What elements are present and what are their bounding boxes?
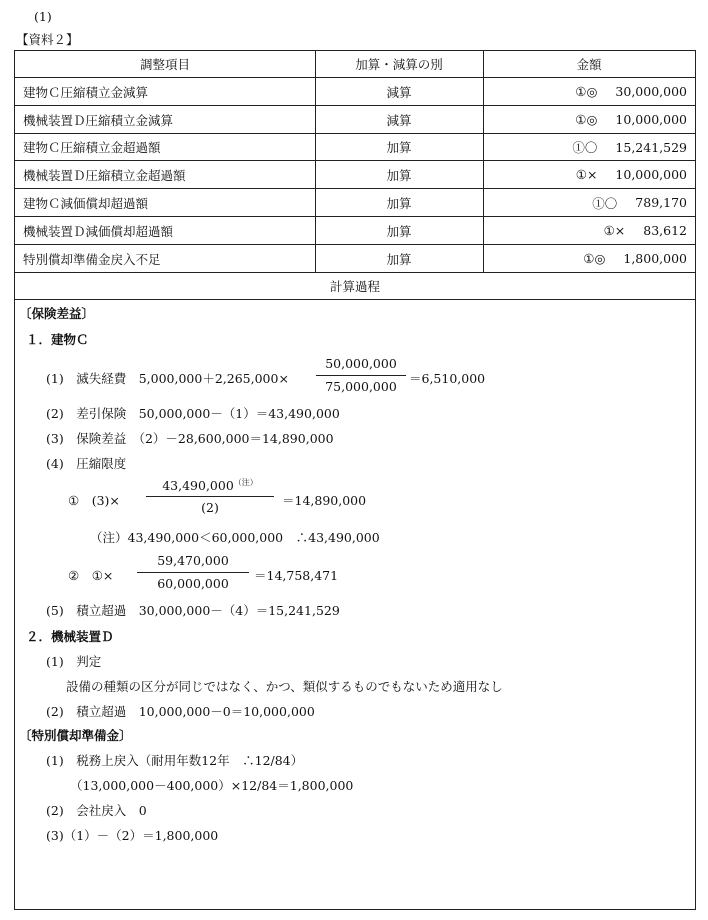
grade-mark: ①× bbox=[603, 223, 626, 238]
grade-mark: ①〇 bbox=[592, 195, 618, 211]
row-item: 建物Ｃ圧縮積立金減算 bbox=[23, 84, 149, 100]
row-amount bbox=[583, 245, 687, 272]
fraction-numerator: 59,470,000 bbox=[157, 553, 229, 568]
row-amount bbox=[575, 106, 687, 133]
subsection-machine-d: ２．機械装置Ｄ bbox=[26, 629, 114, 644]
header-amount: 金額 bbox=[576, 57, 602, 72]
table-row bbox=[15, 161, 695, 189]
row-item: 機械装置Ｄ減価償却超過額 bbox=[23, 223, 174, 239]
table-header-row bbox=[15, 51, 695, 78]
fraction-3 bbox=[137, 553, 249, 591]
part-number: (1) bbox=[34, 9, 52, 24]
fraction-numerator bbox=[146, 477, 274, 496]
row-amount bbox=[572, 134, 687, 160]
numerator-value: 43,490,000 bbox=[162, 478, 234, 494]
header-type: 加算・減算の別 bbox=[355, 57, 443, 72]
amount-value: 15,241,529 bbox=[615, 139, 687, 155]
table-row bbox=[15, 217, 695, 245]
fraction-denominator: 75,000,000 bbox=[316, 375, 406, 394]
reserve-line-1b: （13,000,000－400,000）×12/84＝1,800,000 bbox=[70, 778, 354, 793]
table-row bbox=[15, 78, 695, 106]
section-insurance-gain: 〔保険差益〕 bbox=[19, 306, 95, 321]
grade-mark: ①◎ bbox=[575, 112, 598, 127]
row-amount bbox=[575, 78, 687, 105]
grade-mark: ①〇 bbox=[572, 140, 598, 155]
amount-value: 789,170 bbox=[635, 195, 687, 210]
row-amount bbox=[576, 161, 687, 188]
note-mark: （注） bbox=[233, 478, 258, 487]
amount-value: 83,612 bbox=[643, 223, 687, 238]
row-item: 特別償却準備金戻入不足 bbox=[23, 251, 161, 267]
row-amount bbox=[592, 189, 687, 216]
table-row bbox=[15, 134, 695, 161]
row-item: 機械装置Ｄ圧縮積立金超過額 bbox=[23, 167, 186, 183]
calc-header: 計算過程 bbox=[329, 279, 380, 294]
calc-line-3: (3) 保険差益 （2）－28,600,000＝14,890,000 bbox=[46, 431, 334, 446]
calc-line-1: (1) 滅失経費 5,000,000＋2,265,000× bbox=[46, 371, 289, 386]
table-row bbox=[15, 106, 695, 134]
row-item: 機械装置Ｄ圧縮積立金減算 bbox=[23, 112, 174, 128]
machine-line-2: (2) 積立超過 10,000,000－0＝10,000,000 bbox=[46, 704, 315, 719]
amount-value: 10,000,000 bbox=[615, 167, 687, 182]
column-divider bbox=[483, 51, 484, 273]
fraction-denominator: (2) bbox=[146, 496, 274, 515]
calc-line-1-result: ＝6,510,000 bbox=[409, 371, 486, 386]
calc-line-4: (4) 圧縮限度 bbox=[46, 456, 127, 471]
table-row bbox=[15, 245, 695, 273]
amount-value: 30,000,000 bbox=[615, 84, 687, 99]
row-item: 建物Ｃ減価償却超過額 bbox=[23, 195, 149, 211]
calc-header-row bbox=[15, 273, 695, 300]
grade-mark: ①◎ bbox=[575, 84, 598, 99]
calc-line-4b-result: ＝14,758,471 bbox=[254, 568, 339, 583]
calc-line-4b: ② ①× bbox=[68, 568, 114, 583]
row-type: 加算 bbox=[386, 195, 412, 211]
machine-line-1: (1) 判定 bbox=[46, 654, 102, 669]
reserve-line-3: (3)（1）－（2）＝1,800,000 bbox=[46, 828, 219, 843]
fraction-1 bbox=[316, 356, 406, 394]
reserve-line-2: (2) 会社戻入 0 bbox=[46, 803, 147, 818]
section-special-depreciation: 〔特別償却準備金〕 bbox=[19, 728, 132, 743]
table-row bbox=[15, 189, 695, 217]
fraction-2 bbox=[146, 477, 274, 515]
fraction-numerator: 50,000,000 bbox=[325, 356, 397, 371]
row-type: 加算 bbox=[386, 223, 412, 239]
reserve-line-1: (1) 税務上戻入（耐用年数12年 ∴12/84） bbox=[46, 753, 304, 768]
column-divider bbox=[315, 51, 316, 273]
row-type: 減算 bbox=[386, 112, 412, 128]
calc-line-4a-result: ＝14,890,000 bbox=[282, 493, 367, 508]
header-item: 調整項目 bbox=[139, 57, 190, 72]
row-type: 減算 bbox=[386, 84, 412, 100]
calc-line-2: (2) 差引保険 50,000,000－（1）＝43,490,000 bbox=[46, 406, 340, 421]
calc-line-4a: ① (3)× bbox=[68, 493, 120, 508]
machine-judgement-text: 設備の種類の区分が同じではなく、かつ、類似するものでもないため適用なし bbox=[66, 679, 503, 694]
row-amount bbox=[604, 217, 687, 244]
row-item: 建物Ｃ圧縮積立金超過額 bbox=[23, 140, 161, 155]
grade-mark: ①× bbox=[575, 167, 598, 182]
material-label: 【資料２】 bbox=[16, 32, 79, 47]
calc-line-5: (5) 積立超過 30,000,000－（4）＝15,241,529 bbox=[46, 603, 340, 618]
grade-mark: ①◎ bbox=[583, 251, 606, 266]
row-type: 加算 bbox=[386, 167, 412, 183]
amount-value: 10,000,000 bbox=[615, 112, 687, 127]
row-type: 加算 bbox=[386, 251, 412, 267]
row-type: 加算 bbox=[386, 140, 412, 155]
fraction-denominator: 60,000,000 bbox=[137, 572, 249, 591]
subsection-building-c: １．建物Ｃ bbox=[26, 332, 89, 347]
calc-note: （注）43,490,000＜60,000,000 ∴43,490,000 bbox=[90, 530, 380, 545]
amount-value: 1,800,000 bbox=[623, 251, 687, 266]
